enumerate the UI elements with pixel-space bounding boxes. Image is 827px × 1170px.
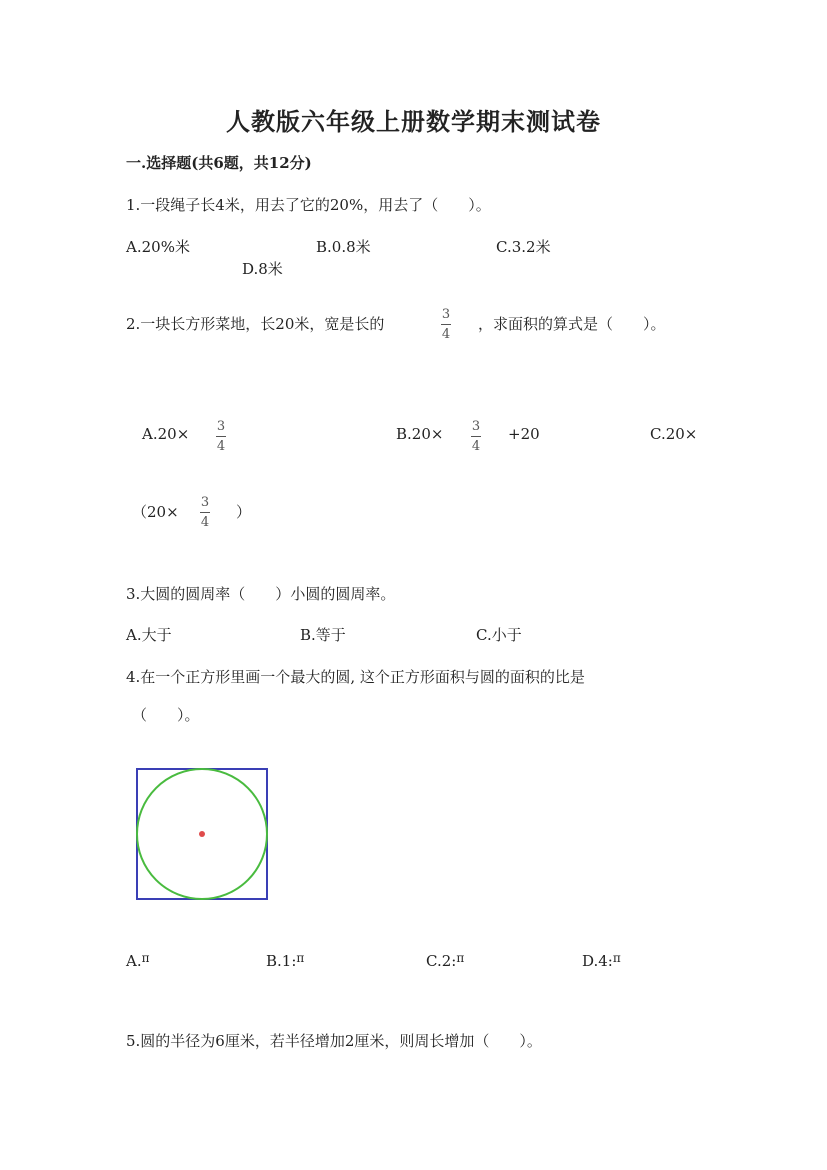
fraction-denominator: 4 xyxy=(471,439,481,454)
pi-symbol: π xyxy=(296,951,305,965)
pi-symbol: π xyxy=(141,951,150,965)
question-1-option-c: C.3.2米 xyxy=(496,238,551,256)
fraction-denominator: 4 xyxy=(200,515,210,530)
question-4-stem: 4.在一个正方形里画一个最大的圆, 这个正方形面积与圆的面积的比是 xyxy=(126,668,585,686)
page-title: 人教版六年级上册数学期末测试卷 xyxy=(226,107,601,136)
question-1-stem: 1.一段绳子长4米，用去了它的20%，用去了（ ）。 xyxy=(126,196,491,214)
option-label: B.1: xyxy=(266,952,297,970)
fraction-denominator: 4 xyxy=(441,327,451,342)
question-2-option-c-fraction xyxy=(200,495,210,530)
question-3-option-b: B.等于 xyxy=(300,626,346,644)
pi-symbol: π xyxy=(612,951,621,965)
question-2-option-b-tail: +20 xyxy=(508,425,540,443)
pi-symbol: π xyxy=(456,951,465,965)
question-3-stem: 3.大圆的圆周率（ ）小圆的圆周率。 xyxy=(126,585,396,603)
section-heading: 一.选择题(共6题，共12分) xyxy=(126,154,312,172)
fraction-bar xyxy=(216,436,226,437)
fraction-denominator: 4 xyxy=(216,439,226,454)
question-2-stem-tail: ，求面积的算式是（ ）。 xyxy=(478,315,666,333)
question-4-option-c xyxy=(426,952,464,970)
question-2-option-b: B.20× xyxy=(396,425,444,443)
question-2-stem: 2.一块长方形菜地，长20米，宽是长的 xyxy=(126,315,385,333)
square-with-inscribed-circle-figure xyxy=(134,766,274,906)
fraction-numerator: 3 xyxy=(471,419,481,434)
question-5-stem: 5.圆的半径为6厘米，若半径增加2厘米，则周长增加（ ）。 xyxy=(126,1032,542,1050)
fraction-bar xyxy=(471,436,481,437)
question-4-option-d xyxy=(582,952,621,970)
fraction-numerator: 3 xyxy=(200,495,210,510)
question-2-option-c-tail: ） xyxy=(236,503,252,521)
fraction-bar xyxy=(441,324,451,325)
question-2-option-a-fraction xyxy=(216,419,226,454)
option-label: C.2: xyxy=(426,952,457,970)
option-label: A. xyxy=(126,952,142,970)
question-2-option-a: A.20× xyxy=(142,425,190,443)
fraction-numerator: 3 xyxy=(441,307,451,322)
circle-center-point xyxy=(199,831,205,837)
question-3-option-a: A.大于 xyxy=(126,626,172,644)
question-4-option-b xyxy=(266,952,304,970)
fraction-numerator: 3 xyxy=(216,419,226,434)
question-4-option-a xyxy=(126,952,150,970)
question-4-stem-line2: （ ）。 xyxy=(132,706,200,724)
question-3-option-c: C.小于 xyxy=(476,626,522,644)
question-2-option-b-fraction xyxy=(471,419,481,454)
question-2-option-c-continued: （20× xyxy=(132,503,179,521)
question-2-fraction xyxy=(441,307,451,342)
question-2-option-c: C.20× xyxy=(650,425,698,443)
question-1-option-d: D.8米 xyxy=(242,260,283,278)
question-1-option-b: B.0.8米 xyxy=(316,238,371,256)
fraction-bar xyxy=(200,512,210,513)
option-label: D.4: xyxy=(582,952,613,970)
question-1-option-a: A.20%米 xyxy=(126,238,190,256)
